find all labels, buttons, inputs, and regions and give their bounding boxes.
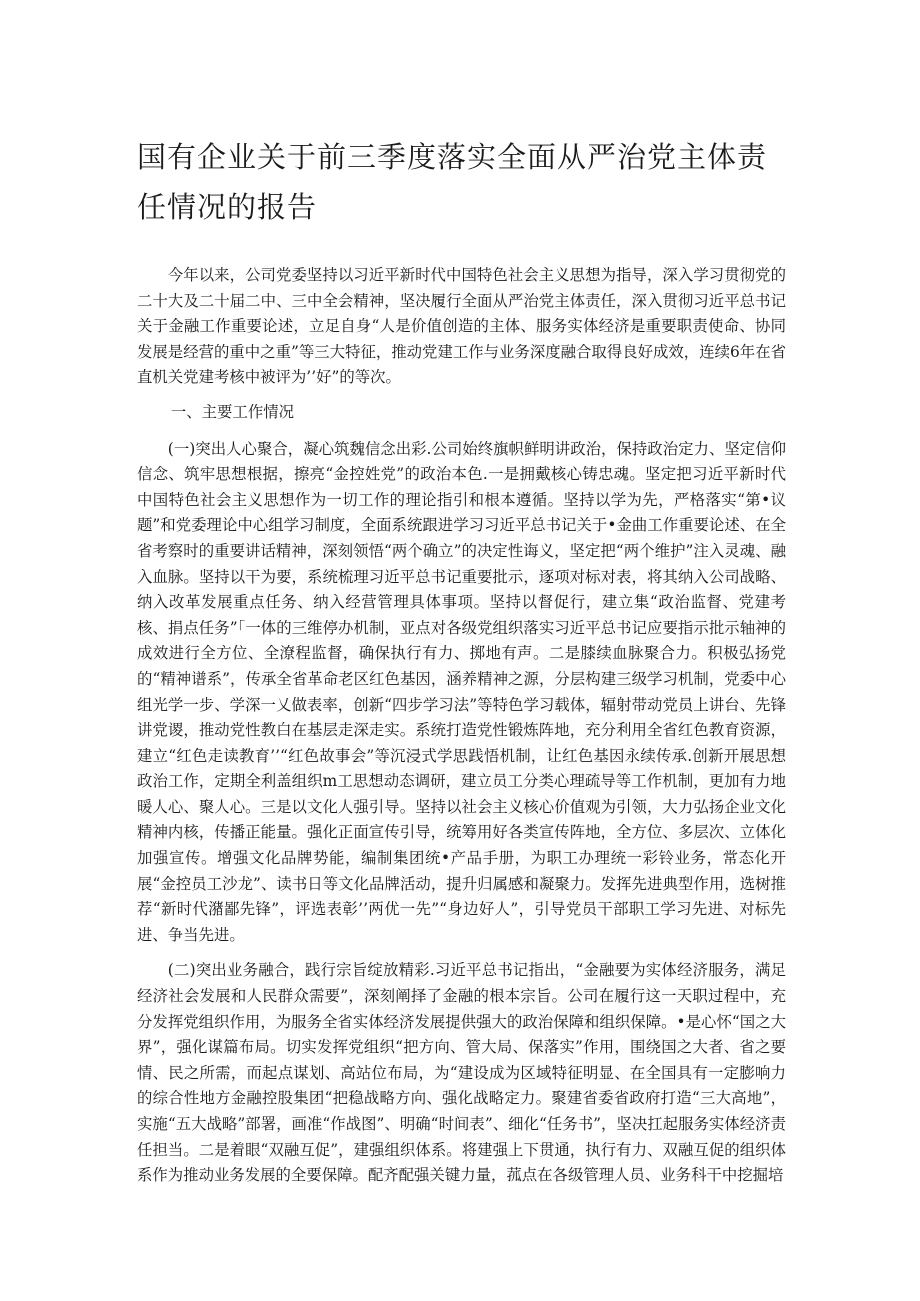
paragraph-business-integration: (二)突出业务融合，践行宗旨绽放精彩.习近平总书记指出，“金融要为实体经济服务，满足经济社会发展和人民群众需要”，深刻阐择了金融的根本宗旨。公司在履行这一天职过程中，充分发挥党组织作用，为服务全省实体经济发展提供强大的政治保障和组织保障。•是心怀“国之大界”，强化谋篇布局。切实发挥党组织“把方向、管大局、保落实”作用，围绕国之大者、省之要情、民之所需，而起点谋划、高站位布局，为“建设成为区域特征明显、在全国具有一定膨响力的综合性地方金融控股集团“把稳战略方向、强化战略定力。聚建省委省政府打造“三大高地”，实施“五大战略”部署，画准“作战图”、明确“时间表”、细化“任务书”，坚决扛起服务实体经济责任担当。二是着眼“双融互促”，建强组织体系。将建强上下贯通，执行有力、双融互促的组织体系作为推动业务发展的全要保障。配齐配强关键力量，菰点在各级管理人员、业务科干中挖掘培 — [137, 961, 786, 1185]
intro-paragraph: 今年以来，公司党委坚持以习近平新时代中国特色社会主义思想为指导，深入学习贯彻党的二十大及二十届二中、三中全会精神，坚决履行全面从严治党主体责任，深入贯彻习近平总书记关于金融工作重要论述，立足自身“人是价值创造的主体、服务实体经济是重要职责使命、协同发展是经营的重中之重”等三大特征，推动党建工作与业务深度融合取得良好成效，连续6年在省直机关党建考核中被评为’’好”的等次。 — [137, 266, 786, 387]
section-heading-main-work: 一、主要工作情况 — [170, 402, 295, 421]
document-title: 国有企业关于前三季度落实全面从严治党主体责任情况的报告 — [137, 140, 768, 224]
document-body — [137, 263, 786, 1189]
paragraph-people-cohesion: (一)突出人心聚合，凝心筑魏信念出彩.公司始终旗帜鲜明讲政治，保持政治定力、坚定信仰信念、筑牢思想根据，擦亮“金控姓党”的政治本色.一是拥戴核心铸忠魂。坚定把习近平新时代中国特色社会主义思想作为一切工作的理论指引和根本遵循。坚持以学为先，严格落实“第•议题”和党委理论中心组学习制度，全面系统跟进学习习近平总书记关于•金曲工作重要论述、在全省考察时的重要讲话精神，深刻领悟“两个确立”的决定性诲义，坚定把“两个维护”注入灵魂、融入血脉。坚持以干为要，系统梳理习近平总书记重要批示，逐项对标对表，将其纳入公司战略、纳入改革发展重点任务、纳入经营管理具体事项。坚持以督促行，建立集“政治监督、党建考核、捐点任务”「一体的三维停办机制，亚点对各级党组织落实习近平总书记应要指示批示轴神的成效进行全方位、全潦程监督，确保执行有力、掷地有声。二是膝续血脉聚合力。积极弘扬党的“精神谱系”，传承全省革命老区红色基因，涵养精神之源，分层构建三级学习机制，党委中心组光学一步、学深一乂做表率，创新“四步学习法”等特色学习载体，辐射带动党员上讲台、先锋讲党谡，推动党性教白在基层走深走实。系统打造党性锻炼阵地，充分利用全省红色教育资源，建立“红色走读教育’’“红色故事会”等沉浸式学思践悟机制，让红色基因永续传承.创新开展思想政治工作，定期全利盖组织m工思想动态调研，建立员工分类心理疏导等工作机制，更加有力地暖人心、聚人心。三是以文化人强引导。坚持以社会主义核心价值观为引领，大力弘扬企业文化精神内核，传播正能量。强化正面宣传引导，统筹用好各类宣传阵地，全方位、多层次、立体化加强宣传。增强文化品牌势能，编制集团统•产品手册，为职工办理统一彩铃业务，常态化开展“金控员工沙龙”、读书日等文化品牌活动，提升归属感和凝聚力。发挥先进典型作用，选树推荐“新时代潴鄙先锋”，评选表彰’’两优一先”“身边好人”，引导党员干部职工学习先进、对标先进、争当先进。 — [137, 439, 786, 944]
